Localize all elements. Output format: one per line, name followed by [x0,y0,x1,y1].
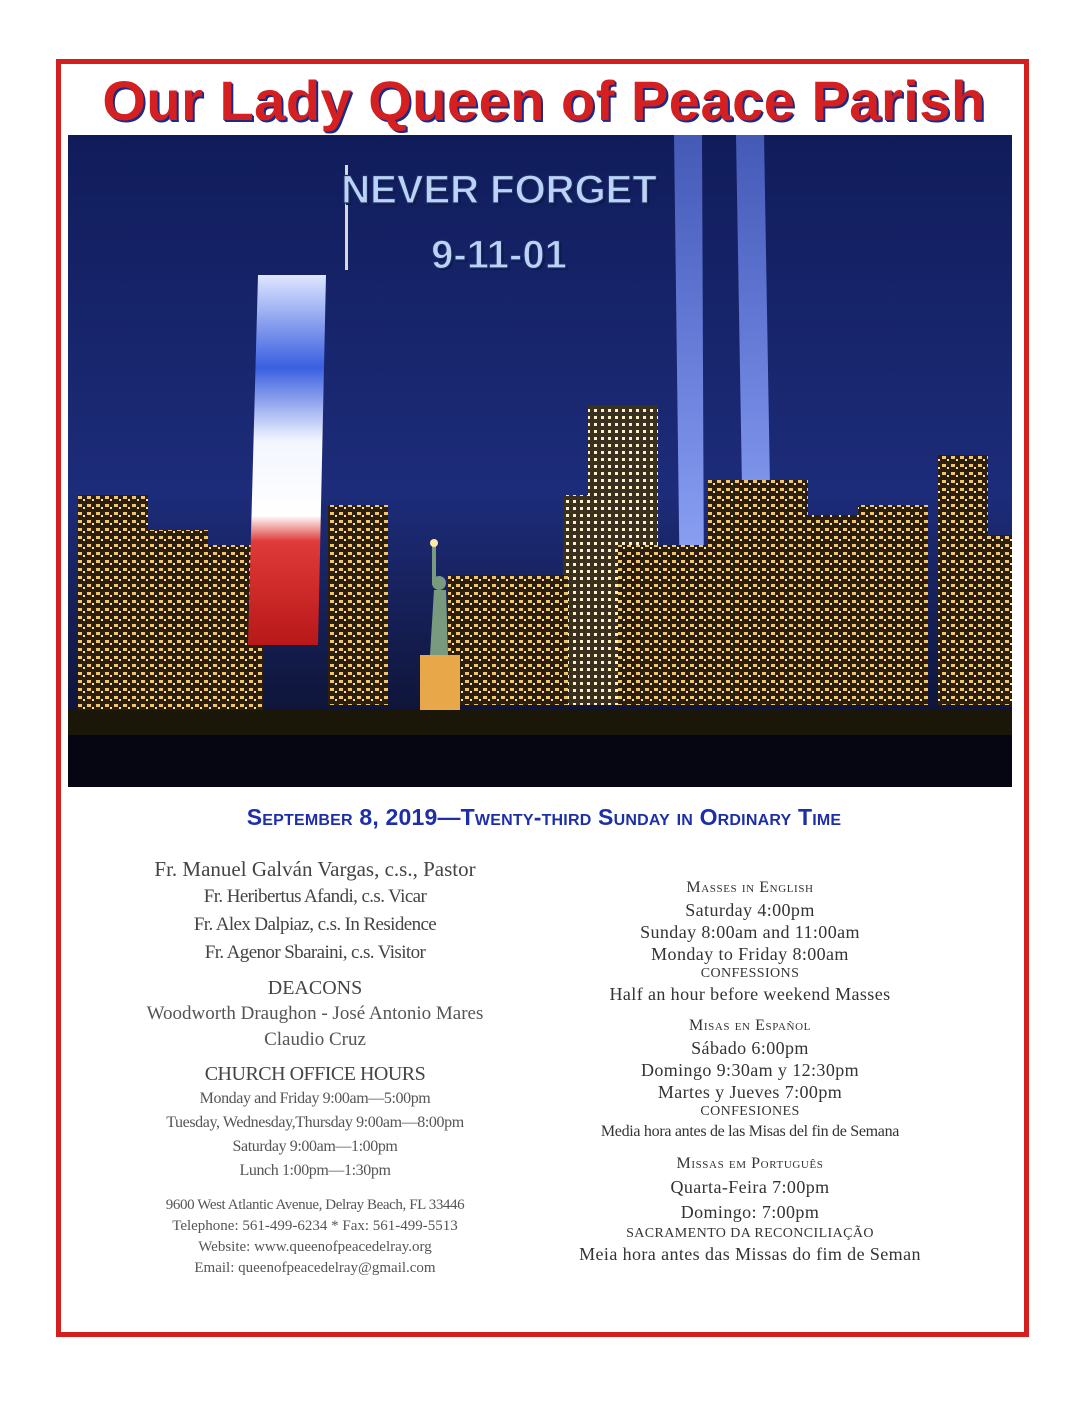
english-masses-heading: Masses in English [686,879,814,896]
in-residence-line: Fr. Alex Dalpiaz, c.s. In Residence [193,914,437,935]
phone-line: Telephone: 561-499-6234 * Fax: 561-499-5513 [172,1218,458,1234]
office-hours-heading: CHURCH OFFICE HOURS [204,1063,426,1085]
portuguese-reconciliation-heading: SACRAMENTO DA RECONCILIAÇÃO [626,1226,874,1241]
office-hours-line: Saturday 9:00am—1:00pm [232,1138,398,1155]
mass-schedule-column [540,877,960,1265]
portuguese-masses-heading: Missas em Português [676,1155,824,1172]
deacons-names-2: Claudio Cruz [264,1029,366,1050]
spanish-mass-time: Sábado 6:00pm [691,1038,809,1058]
english-confessions-text: Half an hour before weekend Masses [609,984,891,1004]
address-line: 9600 West Atlantic Avenue, Delray Beach, FL 33446 [165,1197,465,1213]
office-hours-line: Tuesday, Wednesday,Thursday 9:00am—8:00pm [166,1114,464,1131]
date-911-headline: 9-11-01 [431,233,567,277]
parish-title: Our Lady Queen of Peace Parish [102,69,986,132]
english-confessions-heading: CONFESSIONS [700,966,800,981]
english-mass-time: Monday to Friday 8:00am [651,944,849,964]
office-hours-line: Monday and Friday 9:00am—5:00pm [199,1090,431,1107]
portuguese-mass-time: Domingo: 7:00pm [680,1202,820,1222]
office-hours-line: Lunch 1:00pm—1:30pm [239,1162,391,1179]
vicar-line: Fr. Heribertus Afandi, c.s. Vicar [203,886,427,907]
pastor-line: Fr. Manuel Galván Vargas, c.s., Pastor [154,857,476,881]
clergy-and-office-column [95,855,535,1279]
english-mass-time: Saturday 4:00pm [685,900,815,920]
deacons-names: Woodworth Draughon - José Antonio Mares [146,1003,484,1024]
english-mass-time: Sunday 8:00am and 11:00am [640,922,860,942]
spanish-confessions-text: Media hora antes de las Misas del fin de Semana [600,1123,900,1140]
spanish-mass-time: Martes y Jueves 7:00pm [657,1082,843,1102]
spanish-masses-heading: Misas en Español [689,1017,811,1034]
liturgical-dateline: September 8, 2019—Twenty-third Sunday in Ordinary Time [246,804,842,830]
never-forget-headline: NEVER FORGET [341,168,657,212]
spanish-mass-time: Domingo 9:30am y 12:30pm [640,1060,860,1080]
spanish-confessions-heading: CONFESIONES [700,1104,800,1119]
website-line: Website: www.queenofpeacedelray.org [198,1239,432,1255]
portuguese-mass-time: Quarta-Feira 7:00pm [670,1177,830,1197]
visitor-line: Fr. Agenor Sbaraini, c.s. Visitor [204,942,426,963]
portuguese-reconciliation-text: Meia hora antes das Missas do fim de Seman [579,1244,921,1264]
deacons-heading: DEACONS [267,977,363,999]
email-line: Email: queenofpeacedelray@gmail.com [194,1260,436,1276]
